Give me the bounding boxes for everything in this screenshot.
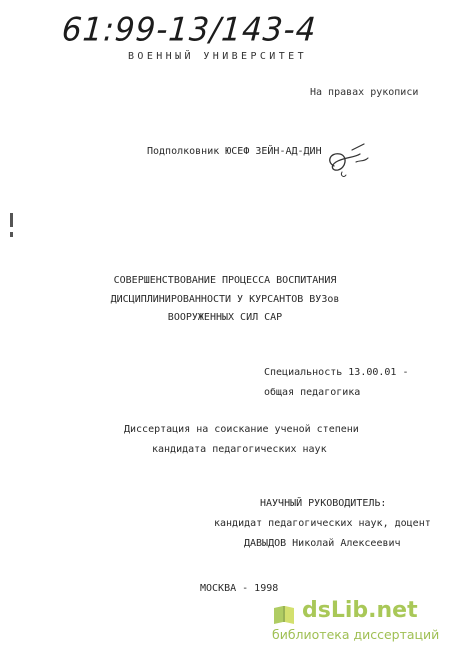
watermark-caption: библиотека диссертаций	[272, 627, 440, 642]
city-year: МОСКВА - 1998	[200, 583, 279, 594]
watermark-brand: dsLib.net	[302, 598, 418, 623]
rights-notice: На правах рукописи	[310, 87, 419, 98]
supervisor-name: ДАВЫДОВ Николай Алексеевич	[244, 538, 401, 549]
supervisor-heading: НАУЧНЫЙ РУКОВОДИТЕЛЬ:	[260, 498, 387, 509]
degree-line-1: Диссертация на соискание ученой степени	[124, 424, 359, 435]
author-line: Подполковник ЮСЕФ ЗЕЙН-АД-ДИН	[147, 146, 322, 157]
university-name: ВОЕННЫЙ УНИВЕРСИТЕТ	[128, 51, 307, 62]
degree-block	[124, 420, 359, 460]
archive-number: 61:99-13/143-4	[60, 11, 318, 49]
degree-line-2: кандидата педагогических наук	[152, 444, 327, 455]
margin-mark-bottom	[10, 232, 13, 237]
supervisor-block	[214, 494, 431, 554]
signature-icon	[316, 140, 372, 182]
margin-mark-top	[10, 213, 13, 227]
book-logo-icon	[272, 602, 296, 626]
title-line-3: ВООРУЖЕННЫХ СИЛ САР	[167, 312, 283, 323]
specialty-block	[264, 363, 409, 403]
title-line-1: СОВЕРШЕНСТВОВАНИЕ ПРОЦЕССА ВОСПИТАНИЯ	[113, 275, 337, 286]
specialty-code: Специальность 13.00.01 -	[264, 367, 409, 378]
title-line-2: ДИСЦИПЛИНИРОВАННОСТИ У КУРСАНТОВ ВУЗов	[110, 293, 340, 305]
specialty-name: общая педагогика	[264, 387, 361, 398]
watermark	[272, 598, 448, 646]
dissertation-title	[60, 272, 390, 328]
supervisor-degree: кандидат педагогических наук, доцент	[214, 518, 431, 529]
